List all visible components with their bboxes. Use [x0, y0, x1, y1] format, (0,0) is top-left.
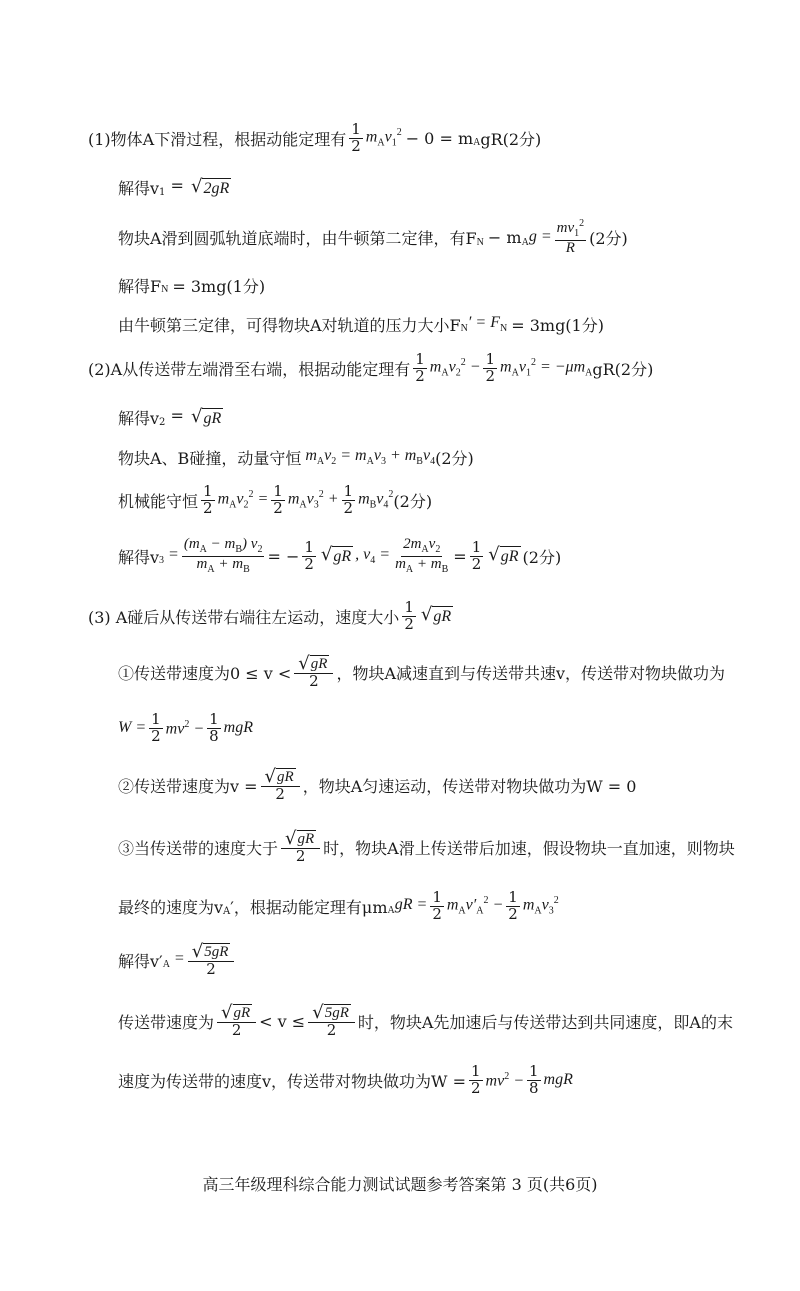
part3-item3: ③当传送带的速度大于 √ gR 2 时，物块A滑上传送带后加速，假设物块一直加速，则物块	[118, 828, 735, 865]
part2-line3-tail: (2分)	[435, 449, 474, 468]
part1-line1-tail: gR(2分)	[480, 129, 542, 149]
fraction-mv2-over-r: $\frac{mv_1^2}{R}$	[556, 218, 585, 256]
part3-item1-tail: ，物块A减速直到与传送带共速v，传送带对物块做功为	[336, 663, 726, 683]
part1-line3: 物块A滑到圆弧轨道底端时，由牛顿第二定律，有F $_N$ − m $_A$g = $\frac{mv_1^2}{R}$ (2分)	[118, 218, 628, 256]
part2-line3: 物块A、B碰撞，动量守恒 $m_Av_2 = m_Av_3 + m_Bv_4$ (2分)	[118, 447, 474, 468]
part1-line4-text: 解得F	[118, 277, 162, 296]
part2-line4-text: 机械能守恒	[118, 491, 199, 511]
part3-range-tail: 时，物块A先加速后与传送带达到共同速度，即A的末	[357, 1012, 733, 1032]
page-footer: 高三年级理科综合能力测试试题参考答案第 3 页(共6页)	[202, 1175, 598, 1194]
part1-line3-tail: (2分)	[589, 229, 628, 249]
part1-line1: (1)物体A下滑过程，根据动能定理有 $\frac{1}{2}$ $m_Av_1^2$ − 0 = m $_A$ gR(2分)	[88, 120, 542, 155]
part1-line1-text: (1)物体A下滑过程，根据动能定理有	[88, 129, 347, 149]
part3-item1: ①传送带速度为0 ≤ v < √ gR 2 ，物块A减速直到与传送带共速v，传送带对物块做功为	[118, 653, 726, 690]
part2-line1: (2)A从传送带左端滑至右端，根据动能定理有 $\frac{1}{2}$ $m_Av_2^2$ − $\frac{1}{2}$ $m_Av_1^2 = -\mu m_A$ gR(2分)	[88, 350, 654, 385]
part2-line1-tail: gR(2分)	[592, 359, 654, 379]
part3-item2-text: ②传送带速度为v =	[118, 776, 258, 796]
part3-item2: ②传送带速度为v = √ gR 2 ，物块A匀速运动，传送带对物块做功为W = 0	[118, 766, 637, 803]
part3-final: 速度为传送带的速度v，传送带对物块做功为W = $\frac{1}{2}$ $mv^2$ − $\frac{1}{8}$ mgR	[118, 1062, 573, 1097]
part1-line2-text: 解得v	[118, 179, 160, 198]
part3-range: 传送带速度为 √ gR 2 < v ≤ √ 5gR 2 时，物块A先加速后与传送带达到共同速度，即A的末	[118, 1002, 733, 1039]
part1-line5-tail: = 3mg(1分)	[511, 316, 604, 335]
part1-line5: 由牛顿第三定律，可得物块A对轨道的压力大小F $_N' = F_N$ = 3mg(1分)	[118, 314, 604, 335]
part2-line4-tail: (2分)	[393, 491, 433, 511]
part2-line2: 解得v $_2$ = √ gR	[118, 405, 222, 429]
part1-line5-text: 由牛顿第三定律，可得物块A对轨道的压力大小F	[118, 316, 461, 335]
fraction-half: $\frac{1}{2}$	[351, 120, 361, 155]
part2-line5-tail: (2分)	[522, 547, 562, 567]
part3-item1-text: ①传送带速度为0 ≤ v <	[118, 663, 292, 683]
part3-item3b: 最终的速度为v $_A$ ′，根据动能定理有μm $_A$gR = $\frac{1}{2}$ $m_Av'_A^2$ − $\frac{1}{2}$ $m_Av_3^2$	[118, 888, 559, 923]
part3-final-text: 速度为传送带的速度v，传送带对物块做功为W =	[118, 1071, 466, 1091]
part1-line1-eq: − 0 = m	[405, 128, 474, 148]
part2-line1-text: (2)A从传送带左端滑至右端，根据动能定理有	[88, 359, 411, 379]
part1-line4-tail: = 3mg(1分)	[172, 277, 266, 296]
part1-line3-text: 物块A滑到圆弧轨道底端时，由牛顿第二定律，有F	[118, 229, 477, 249]
sqrt-expression: √ 2gR	[191, 175, 230, 197]
part3-range-text: 传送带速度为	[118, 1012, 215, 1032]
part2-line2-text: 解得v	[118, 409, 160, 428]
part3-line1-text: (3) A碰后从传送带右端往左运动，速度大小	[88, 607, 400, 627]
part1-line4: 解得F $_N$ = 3mg(1分)	[118, 274, 265, 297]
part3-item1-eq: W = $\frac{1}{2}$ $mv^2$ − $\frac{1}{8}$ mgR	[118, 710, 253, 745]
part1-line3-eq: − m	[487, 228, 522, 248]
part3-solve: 解得v′ $_A$ = √ 5gR 2	[118, 943, 237, 978]
part3-item3-tail: 时，物块A滑上传送带后加速，假设物块一直加速，则物块	[323, 838, 735, 858]
part3-solve-text: 解得v′	[118, 951, 163, 971]
part3-item3b-tail: ′，根据动能定理有μm	[230, 897, 388, 917]
part2-line5: 解得v $_3$ = $\frac{(m_A - m_B) v_2}{m_A + m_B}$ = − $\frac{1}{2}$ √ gR , $v_4$ = $\frac{2m_Av_2}{m_A + m_B}$ = $\frac{1}{2}$ √ gR (2分)	[118, 536, 562, 575]
part3-line1: (3) A碰后从传送带右端往左运动，速度大小 $\frac{1}{2}$ √ gR	[88, 598, 452, 633]
part3-item1-eq-text: W =	[118, 719, 147, 737]
part2-line4: 机械能守恒 $\frac{1}{2}$ $m_Av_2^2$ = $\frac{1}{2}$ $m_Av_3^2$ + $\frac{1}{2}$ $m_Bv_4^2$ (2分)	[118, 482, 433, 517]
part2-line5-text: 解得v	[118, 547, 160, 567]
part1-line2: 解得v $_1$ = √ 2gR	[118, 175, 230, 199]
part2-line3-text: 物块A、B碰撞，动量守恒	[118, 449, 302, 468]
part3-item2-tail: ，物块A匀速运动，传送带对物块做功为W = 0	[302, 776, 637, 796]
part3-item3b-text: 最终的速度为v	[118, 897, 224, 917]
part3-item3-text: ③当传送带的速度大于	[118, 838, 279, 858]
